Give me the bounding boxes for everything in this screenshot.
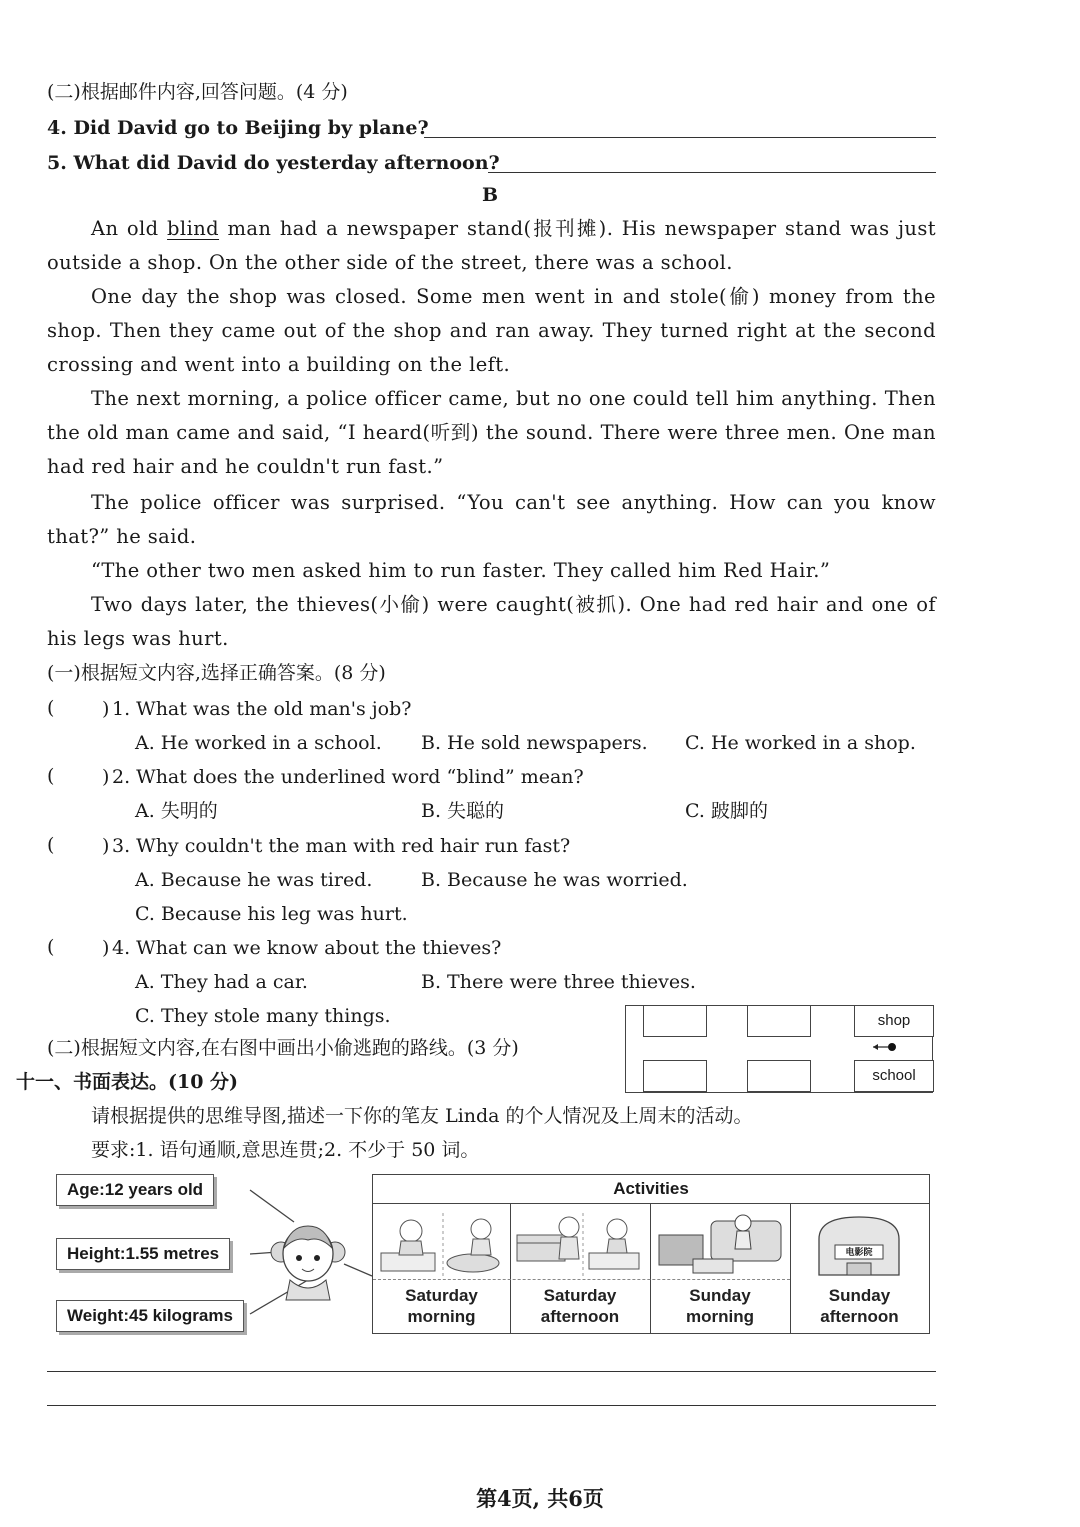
option-c[interactable]: C. 跛脚的	[685, 800, 768, 822]
option-a[interactable]: A. He worked in a school.	[135, 732, 382, 754]
map-school: school	[854, 1060, 934, 1092]
answer-bracket-close: )	[102, 937, 110, 959]
start-point-icon	[870, 1040, 900, 1054]
section-b-title: B	[481, 184, 499, 206]
answer-line-4[interactable]	[424, 137, 936, 138]
answer-line-5[interactable]	[488, 172, 936, 173]
section11-title: 十一、书面表达。(10 分)	[16, 1071, 239, 1093]
option-a[interactable]: A. Because he was tired.	[135, 869, 373, 891]
map-building	[643, 1005, 707, 1037]
activity-label-saturday-morning: Saturday morning	[405, 1286, 478, 1326]
activities-table	[372, 1174, 930, 1334]
paragraph-6: Two days later, the thieves(小偷) were caught(被抓). One had red hair and one of his legs was hurt.	[47, 593, 936, 650]
writing-line[interactable]	[47, 1371, 936, 1372]
age-box: Age:12 years old	[56, 1174, 214, 1206]
question-5: 5. What did David do yesterday afternoon?	[47, 152, 500, 174]
girl-linda-icon	[268, 1212, 348, 1302]
option-c[interactable]: C. Because his leg was hurt.	[135, 903, 408, 925]
writing-line[interactable]	[47, 1405, 936, 1406]
paragraph-2: One day the shop was closed. Some men went in and stole(偷) money from the shop. Then they came out of the shop and ran away. They turned right at the second crossing and went into a building on the left.	[47, 285, 936, 376]
question-stem: 3. Why couldn't the man with red hair run fast?	[112, 835, 571, 857]
writing-instruction: 请根据提供的思维导图,描述一下你的笔友 Linda 的个人情况及上周末的活动。	[91, 1105, 753, 1127]
divider	[373, 1279, 790, 1280]
underlined-word-blind: blind	[167, 217, 220, 240]
paragraph-4: The police officer was surprised. “You can't see anything. How can you know that?” he said.	[47, 491, 936, 548]
map-building	[747, 1060, 811, 1092]
paragraph-5: “The other two men asked him to run faster. They called him Red Hair.”	[91, 559, 831, 582]
option-b[interactable]: B. Because he was worried.	[421, 869, 688, 891]
answer-bracket-close: )	[102, 835, 110, 857]
paragraph-1: An old blind man had a newspaper stand(报刊摊). His newspaper stand was just outside a shop. On the other side of the street, there was a school.	[47, 217, 936, 274]
page-number: 第4页, 共6页	[476, 1486, 604, 1511]
map-shop: shop	[854, 1005, 934, 1037]
map-building	[747, 1005, 811, 1037]
part1-title: (一)根据短文内容,选择正确答案。(8 分)	[47, 662, 386, 684]
answer-bracket-close: )	[102, 698, 110, 720]
option-c[interactable]: C. They stole many things.	[135, 1005, 391, 1027]
option-b[interactable]: B. 失聪的	[421, 800, 505, 822]
activities-title: Activities	[373, 1175, 929, 1204]
activity-label-sunday-morning: Sunday morning	[686, 1286, 754, 1326]
street-map[interactable]	[625, 1005, 933, 1093]
cinema-sign: 电影院	[845, 1247, 873, 1257]
piano-reading-icon	[513, 1213, 647, 1277]
answer-bracket-open: (	[47, 936, 55, 958]
answer-bracket-open: (	[47, 765, 55, 787]
question-4: 4. Did David go to Beijing by plane?	[47, 117, 429, 139]
answer-bracket-close: )	[102, 766, 110, 788]
answer-bracket-open: (	[47, 834, 55, 856]
option-c[interactable]: C. He worked in a shop.	[685, 732, 916, 754]
part2b-title: (二)根据短文内容,在右图中画出小偷逃跑的路线。(3 分)	[47, 1037, 519, 1059]
question-stem: 2. What does the underlined word “blind” mean?	[112, 766, 584, 788]
option-a[interactable]: A. 失明的	[135, 800, 218, 822]
question-stem: 1. What was the old man's job?	[112, 698, 412, 720]
option-b[interactable]: B. He sold newspapers.	[421, 732, 648, 754]
weight-box: Weight:45 kilograms	[56, 1300, 244, 1332]
part2-title: (二)根据邮件内容,回答问题。(4 分)	[47, 81, 348, 103]
option-b[interactable]: B. There were three thieves.	[421, 971, 696, 993]
option-a[interactable]: A. They had a car.	[135, 971, 308, 993]
cinema-icon	[809, 1209, 909, 1279]
question-stem: 4. What can we know about the thieves?	[112, 937, 502, 959]
paragraph-3: The next morning, a police officer came, but no one could tell him anything. Then the old man came and said, “I heard(听到) the sound. There were three men. One man had red hair and he couldn't run fast.”	[47, 387, 936, 478]
map-building	[643, 1060, 707, 1092]
activity-label-saturday-afternoon: Saturday afternoon	[540, 1286, 620, 1326]
homework-washing-icon	[377, 1213, 507, 1277]
tv-sofa-icon	[653, 1209, 787, 1277]
height-box: Height:1.55 metres	[56, 1238, 230, 1270]
activity-label-sunday-afternoon: Sunday afternoon	[820, 1286, 899, 1326]
answer-bracket-open: (	[47, 697, 55, 719]
writing-requirement: 要求:1. 语句通顺,意思连贯;2. 不少于 50 词。	[91, 1139, 480, 1161]
